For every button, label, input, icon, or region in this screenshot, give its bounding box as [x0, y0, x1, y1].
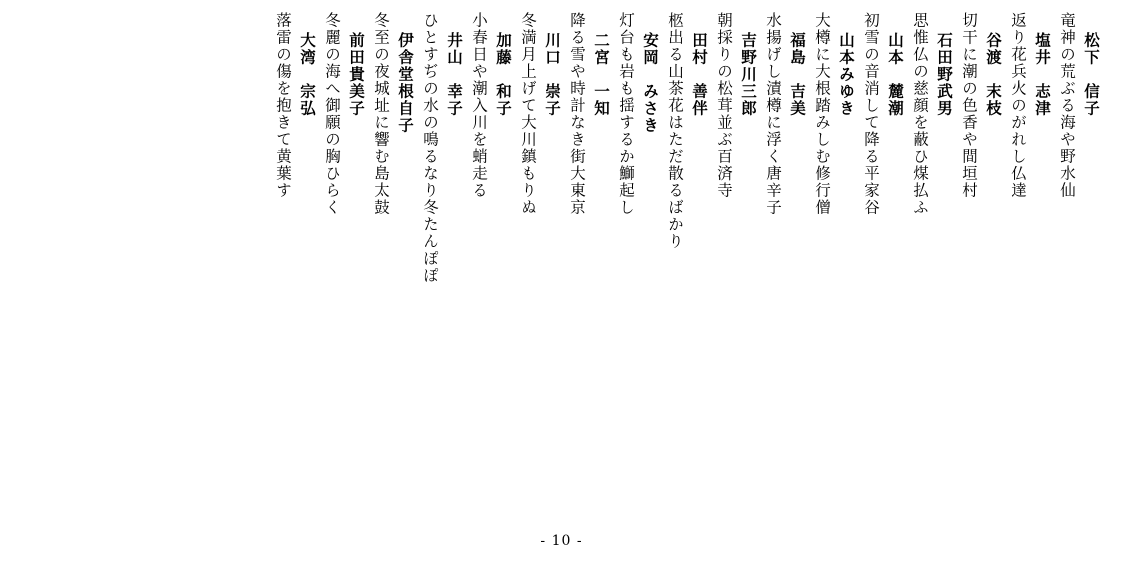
haiku-entry — [860, 12, 905, 216]
author-name: 山本みゆき — [837, 32, 855, 117]
author-name: 川口 崇子 — [543, 32, 561, 117]
haiku-entry — [958, 12, 1003, 199]
haiku-entry — [811, 12, 856, 216]
haiku-entry — [909, 12, 954, 216]
haiku-entry — [566, 12, 611, 216]
author-name: 吉野川三郎 — [739, 32, 757, 117]
haiku-text: 小春日や潮入川を蛸走る — [470, 12, 488, 199]
haiku-text: 返り花兵火のがれし仏達 — [1009, 12, 1027, 199]
haiku-text: 初雪の音消して降る平家谷 — [862, 12, 880, 216]
author-name: 福島 吉美 — [788, 32, 806, 117]
haiku-entry — [272, 12, 317, 199]
haiku-entry — [664, 12, 709, 250]
haiku-text: ひとすぢの水の鳴るなり冬たんぽぽ — [421, 12, 439, 284]
author-name: 田村 善伴 — [690, 32, 708, 117]
haiku-text: 切干に潮の色香や間垣村 — [960, 12, 978, 199]
haiku-entry — [1056, 12, 1101, 199]
haiku-entry — [370, 12, 415, 216]
author-name: 前田貴美子 — [347, 32, 365, 117]
haiku-entries — [272, 12, 1101, 512]
author-name: 安岡 みさき — [641, 32, 659, 134]
haiku-text: 柩出る山茶花はただ散るばかり — [666, 12, 684, 250]
haiku-text: 大樽に大根踏みしむ修行僧 — [813, 12, 831, 216]
author-name: 大湾 宗弘 — [298, 32, 316, 117]
haiku-text: 朝採りの松茸並ぶ百済寺 — [715, 12, 733, 199]
haiku-text: 竜神の荒ぶる海や野水仙 — [1058, 12, 1076, 199]
haiku-entry — [321, 12, 366, 216]
author-name: 加藤 和子 — [494, 32, 512, 117]
author-name: 伊舎堂根自子 — [396, 32, 414, 134]
haiku-entry — [762, 12, 807, 216]
haiku-text: 思惟仏の慈顔を蔽ひ煤払ふ — [911, 12, 929, 216]
author-name: 塩井 志津 — [1033, 32, 1051, 117]
haiku-entry — [419, 12, 464, 284]
haiku-entry — [713, 12, 758, 199]
haiku-text: 降る雪や時計なき街大東京 — [568, 12, 586, 216]
haiku-text: 冬麗の海へ御願の胸ひらく — [323, 12, 341, 216]
haiku-entry — [1007, 12, 1052, 199]
author-name: 谷渡 末枝 — [984, 32, 1002, 117]
author-name: 井山 幸子 — [445, 32, 463, 117]
haiku-entry — [615, 12, 660, 216]
haiku-entry — [468, 12, 513, 199]
author-name: 山本 麓潮 — [886, 32, 904, 117]
author-name: 石田野武男 — [935, 32, 953, 117]
haiku-text: 灯台も岩も揺するか鰤起し — [617, 12, 635, 216]
author-name: 松下 信子 — [1082, 32, 1100, 117]
author-name: 二宮 一知 — [592, 32, 610, 117]
page-number: - 10 - — [540, 533, 583, 549]
haiku-entry — [517, 12, 562, 216]
haiku-text: 冬至の夜城址に響む島太鼓 — [372, 12, 390, 216]
haiku-text: 落雷の傷を抱きて黄葉す — [274, 12, 292, 199]
haiku-text: 水揚げし漬樽に浮く唐辛子 — [764, 12, 782, 216]
haiku-text: 冬満月上げて大川鎮もりぬ — [519, 12, 537, 216]
